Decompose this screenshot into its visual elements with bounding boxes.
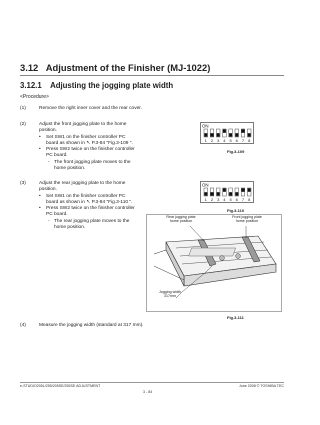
switch-number: 5 bbox=[229, 138, 232, 143]
switch-on bbox=[242, 129, 245, 133]
dash-marker: - bbox=[48, 218, 50, 224]
switch-number: 2 bbox=[210, 197, 214, 202]
step-number: (2) bbox=[20, 122, 26, 127]
switch-number: 7 bbox=[241, 197, 245, 202]
step-text: Measure the jogging width (standard at 317 mm). bbox=[39, 323, 144, 328]
dash-text: The front jogging plate moves to the home position. bbox=[54, 159, 131, 172]
switch-number: 3 bbox=[217, 138, 220, 143]
switch-off bbox=[248, 133, 251, 137]
step-number: (3) bbox=[20, 181, 26, 186]
switch-number: 5 bbox=[229, 197, 232, 202]
switch-on bbox=[223, 129, 226, 133]
dash-text: The rear jogging plate moves to the home position. bbox=[54, 218, 130, 231]
callout-jogging-width: Jogging width 317mm bbox=[159, 290, 181, 299]
figure-caption: Fig.3-111 bbox=[227, 315, 244, 320]
switch-off bbox=[217, 192, 220, 196]
switch-number: 6 bbox=[235, 138, 238, 143]
bullet-marker: • bbox=[39, 147, 41, 153]
section-heading bbox=[20, 62, 210, 73]
step-number: (4) bbox=[20, 323, 26, 328]
footer-left: e-STUDIO205L/255/205SE/255SE ADJUSTMENT bbox=[20, 384, 101, 388]
switch-number: 8 bbox=[248, 197, 251, 202]
bullet-marker: • bbox=[39, 134, 41, 140]
switch-off bbox=[204, 133, 207, 137]
step-text: Remove the right inner cover and the rear cover. bbox=[39, 106, 142, 111]
switch-off bbox=[235, 133, 238, 137]
figure-caption: Fig.3-110 bbox=[227, 208, 245, 213]
figure-caption: Fig.3-109 bbox=[227, 149, 245, 154]
switch-number: 4 bbox=[223, 138, 226, 143]
on-label: ON bbox=[202, 182, 209, 188]
dip-switch-fig110 bbox=[200, 181, 254, 203]
dash-marker: - bbox=[48, 159, 50, 165]
subsection-heading bbox=[20, 81, 173, 90]
switch-off bbox=[217, 133, 220, 137]
heading-rule bbox=[20, 75, 284, 76]
on-label: ON bbox=[202, 123, 209, 129]
switch-number: 2 bbox=[210, 138, 214, 143]
step-number: (1) bbox=[20, 106, 26, 111]
switch-number: 1 bbox=[204, 138, 207, 143]
bullet-marker: • bbox=[39, 193, 41, 199]
page-number: 3 - 84 bbox=[143, 390, 153, 394]
switch-number: 4 bbox=[223, 197, 226, 202]
procedure-label: <Procedure> bbox=[20, 94, 49, 100]
switch-number: 1 bbox=[204, 197, 207, 202]
footer-right: June 2008 © TOSHIBA TEC bbox=[239, 384, 284, 388]
switch-off bbox=[204, 192, 207, 196]
switch-on bbox=[223, 188, 226, 192]
callout-front-plate: Front jogging plate home position bbox=[232, 215, 262, 224]
callout-rear-plate: Rear jogging plate home position bbox=[166, 215, 196, 224]
bullet-marker: • bbox=[39, 206, 41, 212]
switch-on bbox=[242, 188, 245, 192]
switch-off bbox=[235, 192, 238, 196]
switch-off bbox=[211, 133, 214, 137]
subsection-number: 3.12.1 bbox=[20, 81, 42, 90]
section-number: 3.12 bbox=[20, 62, 39, 73]
switch-off bbox=[211, 192, 214, 196]
section-title: Adjustment of the Finisher (MJ-1022) bbox=[45, 62, 211, 73]
dip-switch-fig109 bbox=[200, 122, 254, 144]
step-text: Adjust the front jogging plate to the home position. bbox=[39, 122, 127, 134]
bullet-text: Set SW1 on the finisher controller PC board as shown in ↖ P.3-84 "Fig.3-109 ". Press SW2 twice on the finisher controller PC board. bbox=[46, 134, 135, 159]
footer-rule bbox=[20, 382, 284, 383]
switch-number: 8 bbox=[248, 138, 251, 143]
switch-off bbox=[229, 192, 232, 196]
switch-off bbox=[229, 133, 232, 137]
bullet-text: Set SW1 on the finisher controller PC board as shown in ↖ P.3-84 "Fig.3-110 ". Press SW2 twice on the finisher controller PC board. bbox=[46, 193, 135, 218]
switch-number: 6 bbox=[235, 197, 238, 202]
subsection-title: Adjusting the jogging plate width bbox=[50, 81, 174, 90]
step-text: Adjust the rear jogging plate to the home position. bbox=[39, 181, 126, 193]
switch-on bbox=[248, 188, 251, 192]
switch-number: 3 bbox=[217, 197, 220, 202]
switch-number: 7 bbox=[241, 138, 245, 143]
